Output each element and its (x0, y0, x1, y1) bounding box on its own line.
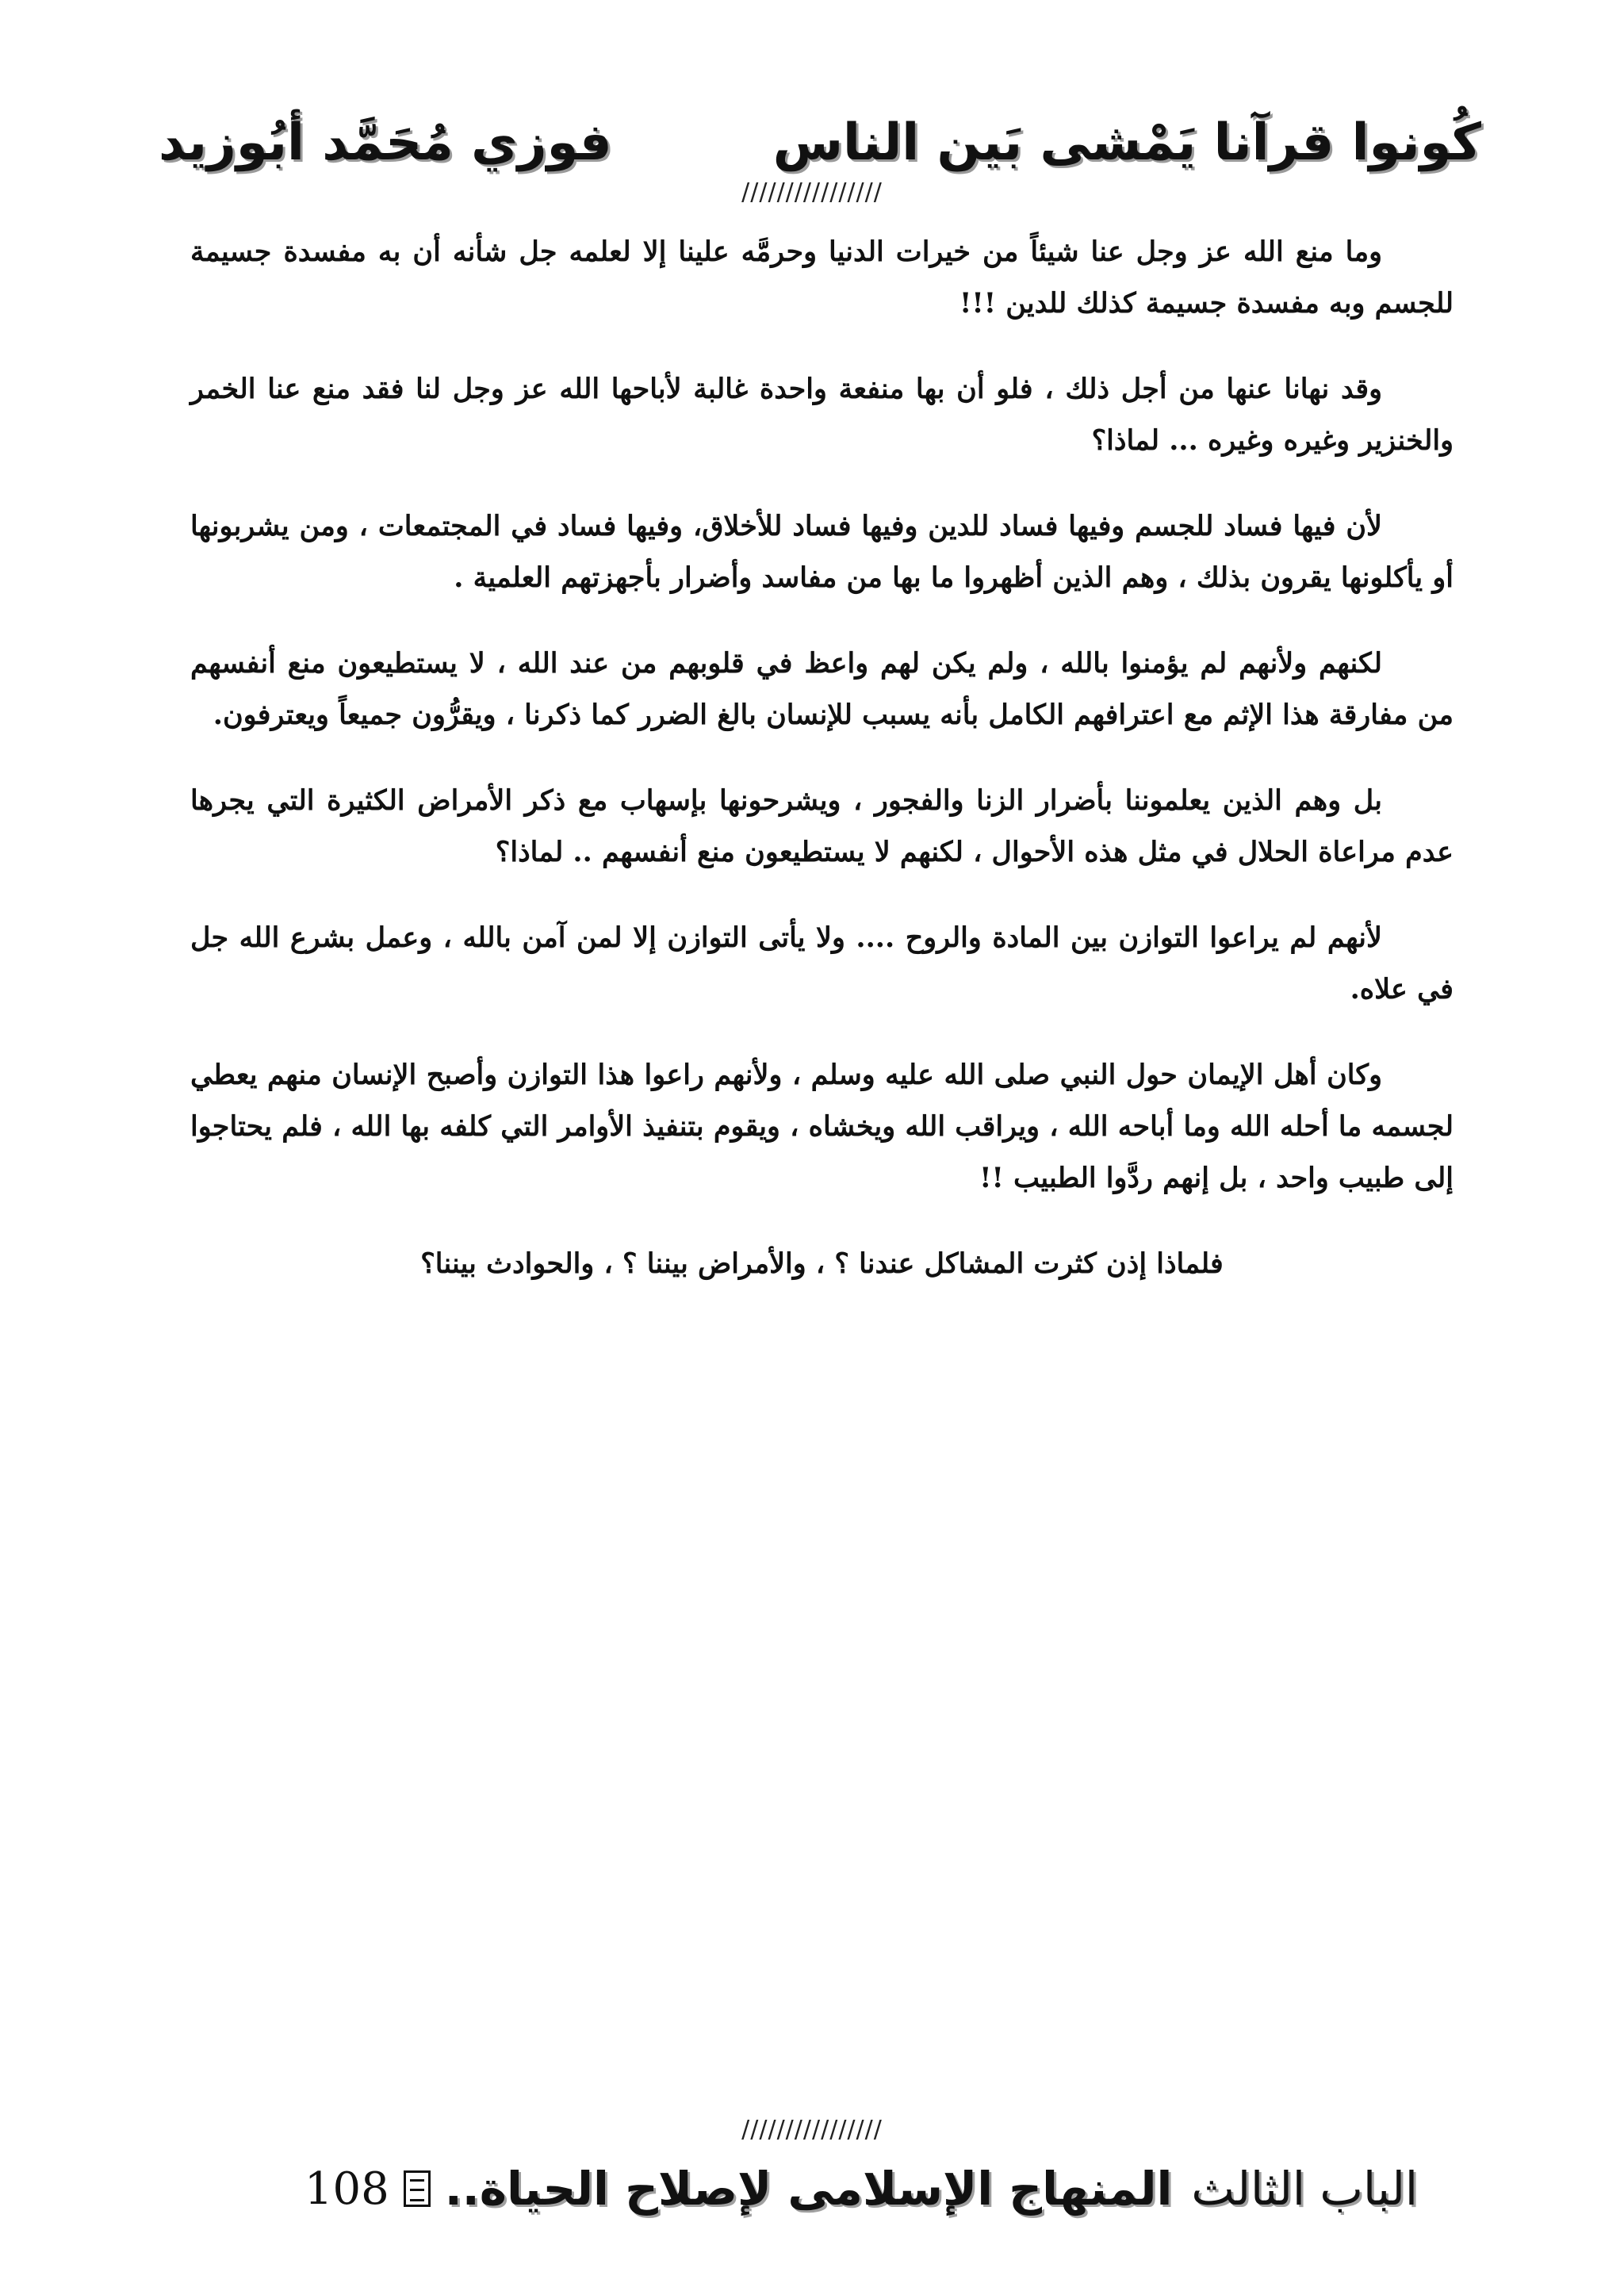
body-text (190, 226, 1454, 1324)
page-number: 108 (304, 2163, 389, 2215)
paragraph: وكان أهل الإيمان حول النبي صلى الله عليه وسلم ، ولأنهم راعوا هذا التوازن وأصبح الإنسان منهم يعطي لجسمه ما أحله الله وما أباحه الله ، ويراقب الله ويخشاه ، ويقوم بتنفيذ الأوامر التي كلفه بها الله ، فلم يحتاجوا إلى طبيب واحد ، بل إنهم ردَّوا الطبيب !! (190, 1059, 1454, 1194)
chapter-title: المنهاج الإسلامى لإصلاح الحياة.. (444, 2162, 1173, 2216)
running-header (159, 95, 1481, 190)
paragraph: لأن فيها فساد للجسم وفيها فساد للدين وفيها فساد للأخلاق، وفيها فساد في المجتمعات ، ومن يشربونها أو يأكلونها يقرون بذلك ، وهم الذين أظهروا ما بها من مفاسد وأضرار بأجهزتهم العلمية . (190, 510, 1454, 594)
bottom-separator: //////////////// (741, 2116, 883, 2144)
running-footer (222, 2149, 1418, 2228)
closing-question: فلماذا إذن كثرت المشاكل عندنا ؟ ، والأمراض بيننا ؟ ، والحوادث بيننا؟ (420, 1247, 1224, 1280)
paragraph: لكنهم ولأنهم لم يؤمنوا بالله ، ولم يكن لهم واعظ في قلوبهم من عند الله ، لا يستطيعون منع أنفسهم من مفارقة هذا الإثم مع اعترافهم الكامل بأنه يسبب للإنسان بالغ الضرر كما ذكرنا ، ويقرُّون جميعاً ويعترفون. (190, 647, 1454, 731)
paragraph: وقد نهانا عنها من أجل ذلك ، فلو أن بها منفعة واحدة غالبة لأباحها الله عز وجل لنا فقد منع عنا الخمر والخنزير وغيره وغيره ... لماذا؟ (190, 373, 1454, 457)
paragraph: وما منع الله عز وجل عنا شيئاً من خيرات الدنيا وحرمَّه علينا إلا لعلمه جل شأنه أن به مفسدة جسيمة للجسم وبه مفسدة جسيمة كذلك للدين !!! (190, 236, 1454, 320)
paragraph: لأنهم لم يراعوا التوازن بين المادة والروح .... ولا يأتى التوازن إلا لمن آمن بالله ، وعمل بشرع الله جل في علاه. (190, 921, 1454, 1006)
author-name: فوزي مُحَمَّد أبُوزيد (159, 113, 612, 172)
top-separator: //////////////// (741, 178, 883, 206)
paragraph: بل وهم الذين يعلموننا بأضرار الزنا والفجور ، ويشرحونها بإسهاب مع ذكر الأمراض الكثيرة التي يجرها عدم مراعاة الحلال في مثل هذه الأحوال ، لكنهم لا يستطيعون منع أنفسهم .. لماذا؟ (190, 784, 1454, 868)
book-title: كُونوا قرآنا يَمْشى بَين الناس (772, 113, 1481, 172)
chapter-label: الباب الثالث (1191, 2162, 1418, 2216)
book-icon (404, 2170, 431, 2207)
